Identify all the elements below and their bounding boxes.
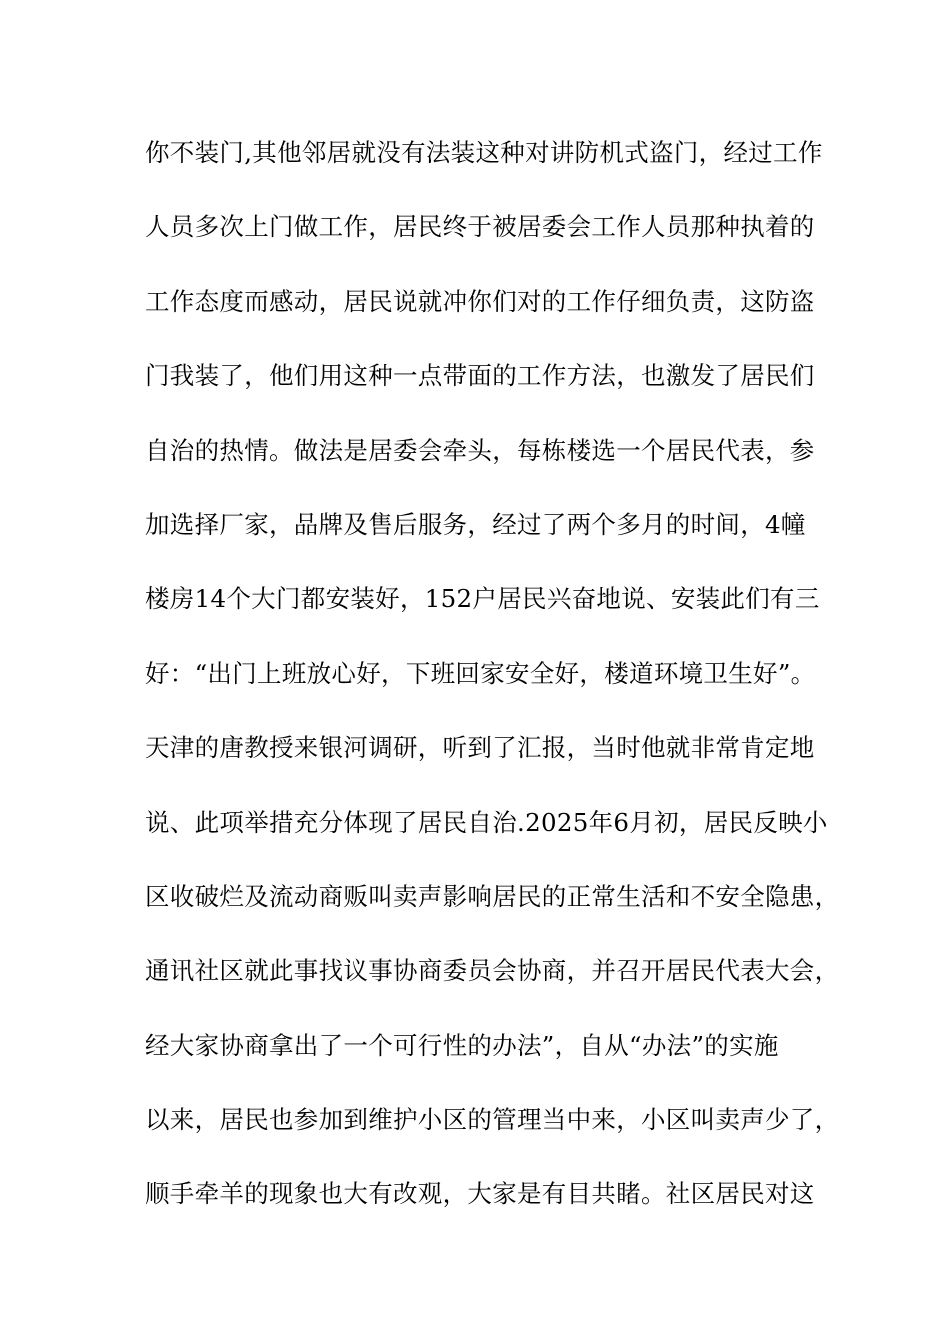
text-line: 加选择厂家，品牌及售后服务，经过了两个多月的时间，4幢 bbox=[145, 509, 806, 539]
text-line: 门我装了，他们用这种一点带面的工作方法，也激发了居民们 bbox=[145, 361, 815, 391]
text-line: 人员多次上门做工作，居民终于被居委会工作人员那种执着的 bbox=[145, 212, 815, 242]
text-line: 顺手牵羊的现象也大有改观，大家是有目共睹。社区居民对这 bbox=[145, 1179, 815, 1209]
text-line: 通讯社区就此事找议事协商委员会协商，并召开居民代表大会， bbox=[145, 956, 840, 986]
text-line: 以来，居民也参加到维护小区的管理当中来，小区叫卖声少了， bbox=[145, 1105, 840, 1135]
text-line: 经大家协商拿出了一个可行性的办法”，自从“办法”的实施 bbox=[145, 1030, 779, 1060]
text-line: 工作态度而感动，居民说就冲你们对的工作仔细负责，这防盗 bbox=[145, 286, 815, 316]
text-line: 天津的唐教授来银河调研，听到了汇报，当时他就非常肯定地 bbox=[145, 733, 815, 763]
text-line: 区收破烂及流动商贩叫卖声影响居民的正常生活和不安全隐患， bbox=[145, 881, 840, 911]
text-line: 自治的热情。做法是居委会牵头，每栋楼选一个居民代表，参 bbox=[145, 435, 815, 465]
body-text bbox=[145, 132, 840, 1248]
text-line: 楼房14个大门都安装好，152户居民兴奋地说、安装此们有三 bbox=[145, 584, 820, 614]
text-line: 你不装门,其他邻居就没有法装这种对讲防机式盗门，经过工作 bbox=[145, 138, 823, 167]
text-line: 好：“出门上班放心好，下班回家安全好，楼道环境卫生好”。 bbox=[145, 658, 816, 688]
text-line: 说、此项举措充分体现了居民自治.2025年6月初，居民反映小 bbox=[145, 807, 828, 837]
